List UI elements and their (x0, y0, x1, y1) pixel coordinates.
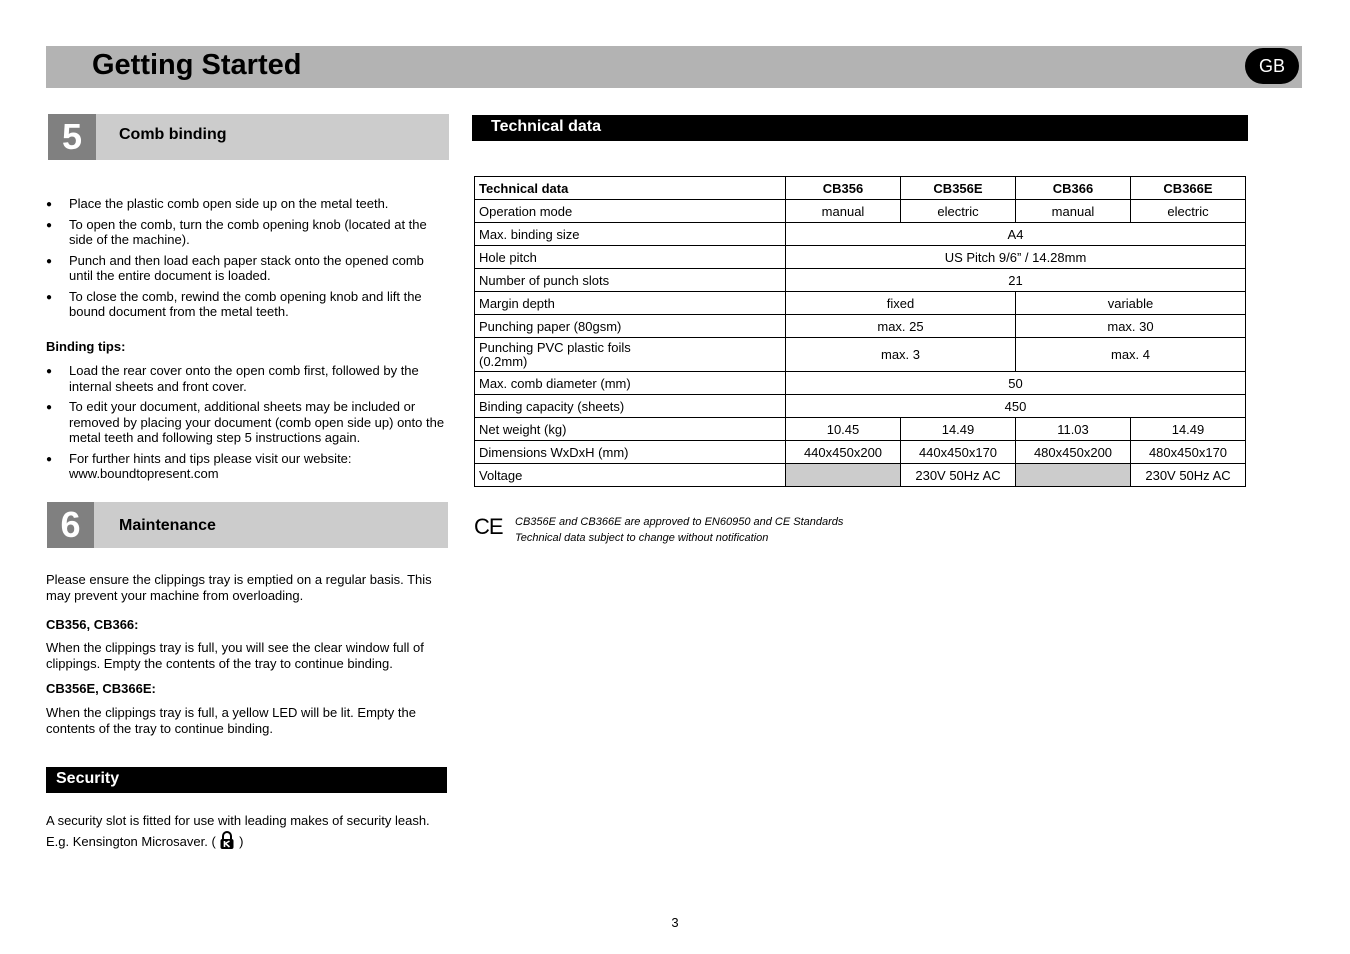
table-row (475, 200, 1246, 223)
table-cell: 14.49 (1131, 418, 1246, 441)
language-badge: GB (1245, 48, 1299, 84)
model-header-cell: CB366E (1131, 177, 1246, 200)
binding-tips-heading: Binding tips: (46, 339, 126, 354)
table-cell: max. 30 (1016, 315, 1246, 338)
model-header-cell: CB366 (1016, 177, 1131, 200)
security-line-1: A security slot is fitted for use with leading makes of security leash. (46, 813, 430, 828)
list-item: ● For further hints and tips please visit our website: www.boundtopresent.com (46, 451, 446, 482)
table-cell: max. 4 (1016, 338, 1246, 372)
table-cell: 11.03 (1016, 418, 1131, 441)
list-item: ● Load the rear cover onto the open comb first, followed by the internal sheets and front cover. (46, 363, 446, 394)
maintenance-heading-manual: CB356, CB366: (46, 617, 139, 632)
row-label: Margin depth (475, 292, 786, 315)
maintenance-heading-electric: CB356E, CB366E: (46, 681, 156, 696)
table-row (475, 223, 1246, 246)
table-cell: manual (786, 200, 901, 223)
table-row (475, 269, 1246, 292)
model-header-cell: CB356E (901, 177, 1016, 200)
list-item: ● Punch and then load each paper stack onto the opened comb until the entire document is loaded. (46, 253, 446, 284)
table-cell: max. 3 (786, 338, 1016, 372)
ce-mark-icon: CE (474, 514, 503, 539)
page-title: Getting Started (92, 49, 302, 81)
row-label: Operation mode (475, 200, 786, 223)
table-cell: electric (901, 200, 1016, 223)
section-5-header (48, 114, 449, 160)
technical-data-header: Technical data (472, 115, 1248, 141)
technical-data-table (474, 176, 1246, 487)
section-number: 6 (47, 502, 94, 548)
row-label: Number of punch slots (475, 269, 786, 292)
table-cell: variable (1016, 292, 1246, 315)
table-cell: 230V 50Hz AC (901, 464, 1016, 487)
table-cell: max. 25 (786, 315, 1016, 338)
table-row (475, 292, 1246, 315)
maintenance-text-manual: When the clippings tray is full, you will see the clear window full of clippings. Empty the contents of the tray to continue binding. (46, 640, 424, 671)
security-line-2-text: E.g. Kensington Microsaver. ( (46, 833, 216, 849)
table-cell-empty (1016, 464, 1131, 487)
row-label: Net weight (kg) (475, 418, 786, 441)
row-label: Punching paper (80gsm) (475, 315, 786, 338)
table-cell: 480x450x170 (1131, 441, 1246, 464)
section-number: 5 (48, 114, 96, 160)
maintenance-intro: Please ensure the clippings tray is emptied on a regular basis. This may prevent your machine from overloading. (46, 572, 432, 603)
row-label: Binding capacity (sheets) (475, 395, 786, 418)
table-row (475, 372, 1246, 395)
section-title: Comb binding (119, 126, 227, 143)
security-line-2-close: ) (239, 833, 244, 849)
row-label (475, 338, 786, 372)
maintenance-text-electric: When the clippings tray is full, a yellow LED will be lit. Empty the contents of the tray to continue binding. (46, 705, 416, 736)
table-header-cell: Technical data (475, 177, 786, 200)
table-cell: A4 (786, 223, 1246, 246)
table-row (475, 315, 1246, 338)
table-cell: US Pitch 9/6” / 14.28mm (786, 246, 1246, 269)
table-cell-empty (786, 464, 901, 487)
page-number: 3 (671, 915, 679, 930)
note-line: CB356E and CB366E are approved to EN60950 and CE Standards (515, 516, 844, 528)
security-text (46, 813, 466, 853)
table-cell: 480x450x200 (1016, 441, 1131, 464)
table-row (475, 246, 1246, 269)
row-label: Max. binding size (475, 223, 786, 246)
section-title: Maintenance (119, 517, 216, 534)
row-label-line: Punching PVC plastic foils (479, 339, 631, 355)
table-cell: 50 (786, 372, 1246, 395)
row-label: Dimensions WxDxH (mm) (475, 441, 786, 464)
kensington-lock-icon (219, 831, 235, 854)
table-cell: 450 (786, 395, 1246, 418)
table-row (475, 338, 1246, 372)
list-item: ● To close the comb, rewind the comb opening knob and lift the bound document from the metal teeth. (46, 289, 446, 320)
row-label-line: (0.2mm) (479, 353, 528, 369)
table-cell: fixed (786, 292, 1016, 315)
table-row (475, 177, 1246, 200)
row-label: Voltage (475, 464, 786, 487)
section-6-header (47, 502, 448, 548)
table-row (475, 464, 1246, 487)
row-label: Max. comb diameter (mm) (475, 372, 786, 395)
table-cell: 440x450x170 (901, 441, 1016, 464)
security-header: Security (46, 767, 447, 793)
list-item: ● To edit your document, additional sheets may be included or removed by placing your document (comb open side up) onto the metal teeth and following step 5 instructions again. (46, 399, 446, 446)
list-item: ● To open the comb, turn the comb opening knob (located at the side of the machine). (46, 217, 446, 248)
technical-notes (515, 515, 843, 546)
security-line-2 (46, 831, 466, 854)
table-row (475, 395, 1246, 418)
table-row (475, 441, 1246, 464)
table-row (475, 418, 1246, 441)
row-label: Hole pitch (475, 246, 786, 269)
model-header-cell: CB356 (786, 177, 901, 200)
note-line: Technical data subject to change without notification (515, 531, 769, 544)
comb-binding-steps (46, 196, 446, 325)
table-cell: 21 (786, 269, 1246, 292)
table-cell: 10.45 (786, 418, 901, 441)
table-cell: 14.49 (901, 418, 1016, 441)
table-cell: manual (1016, 200, 1131, 223)
table-cell: 230V 50Hz AC (1131, 464, 1246, 487)
binding-tips-list (46, 363, 446, 487)
page-header (46, 46, 1302, 88)
table-cell: 440x450x200 (786, 441, 901, 464)
list-item: ● Place the plastic comb open side up on the metal teeth. (46, 196, 446, 212)
table-cell: electric (1131, 200, 1246, 223)
